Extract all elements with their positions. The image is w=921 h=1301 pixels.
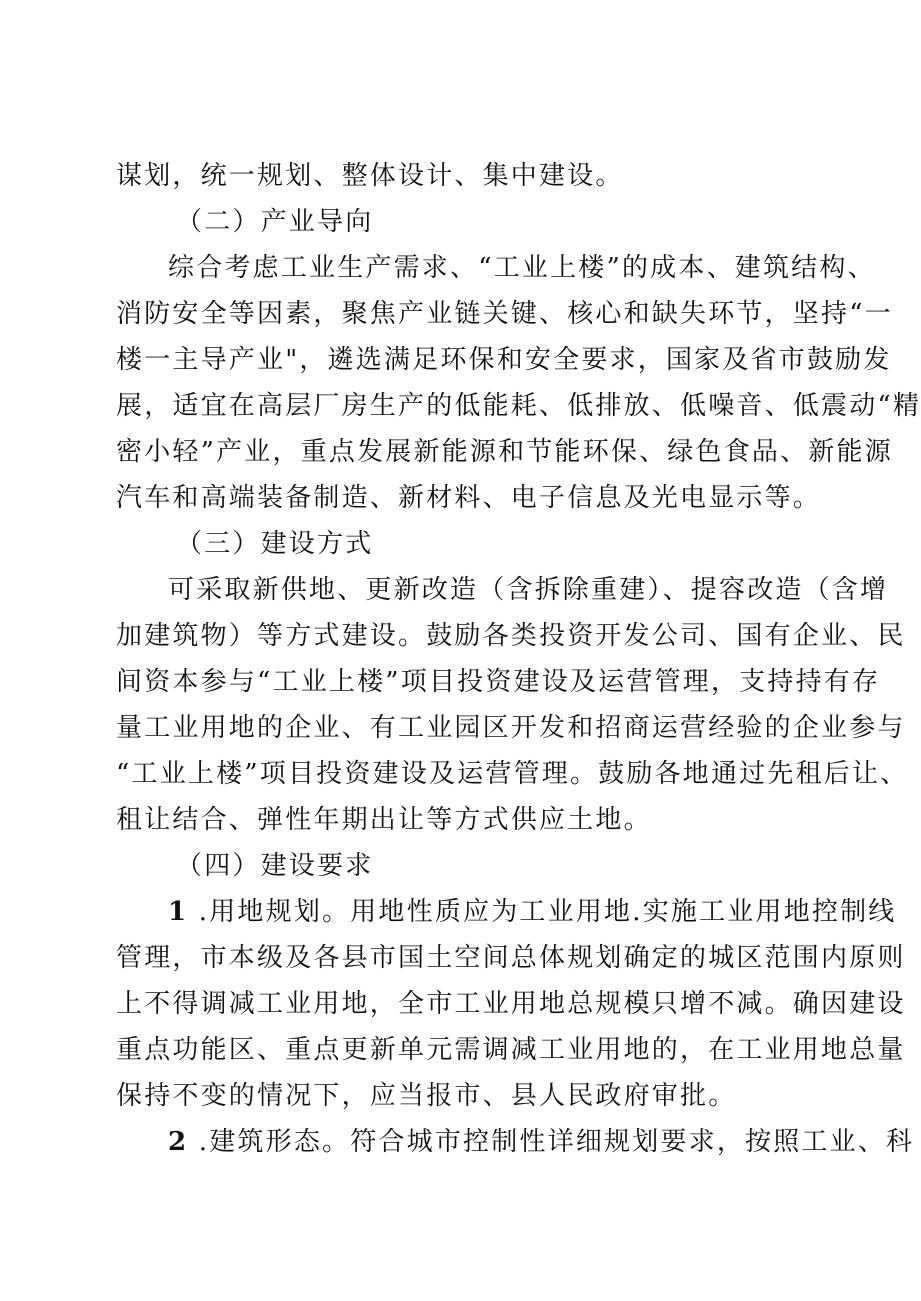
paragraph-line: 汽车和高端装备制造、新材料、电子信息及光电显示等。 xyxy=(116,483,822,513)
section-heading-construction-method: （三）建设方式 xyxy=(176,529,374,559)
paragraph-line: 重点功能区、重点更新单元需调减工业用地的，在工业用地总量 xyxy=(116,1035,906,1065)
paragraph-line: 加建筑物）等方式建设。鼓励各类投资开发公司、国有企业、民 xyxy=(116,621,906,651)
paragraph-line: 楼一主导产业"，遴选满足环保和安全要求，国家及省市鼓励发 xyxy=(116,345,892,375)
list-number: 2 xyxy=(168,1127,189,1157)
paragraph-line: 保持不变的情况下，应当报市、县人民政府审批。 xyxy=(116,1081,737,1111)
paragraph-text: 建筑形态。符合城市控制性详细规划要求，按照工业、科 xyxy=(209,1127,915,1157)
paragraph-line: 上不得调减工业用地，全市工业用地总规模只增不减。确因建设 xyxy=(116,989,906,1019)
numbered-item-land-planning: 1 .用地规划。用地性质应为工业用地.实施工业用地控制线 xyxy=(168,897,897,927)
paragraph-line: 谋划，统一规划、整体设计、集中建设。 xyxy=(116,161,624,191)
paragraph-line: 综合考虑工业生产需求、“工业上楼”的成本、建筑结构、 xyxy=(168,253,876,283)
numbered-item-building-form: 2 .建筑形态。符合城市控制性详细规划要求，按照工业、科 xyxy=(168,1127,915,1157)
paragraph-line: “工业上楼”项目投资建设及运营管理。鼓励各地通过先租后让、 xyxy=(116,759,909,789)
paragraph-line: 间资本参与“工业上楼”项目投资建设及运营管理，支持持有存 xyxy=(116,667,881,697)
section-heading-construction-requirements: （四）建设要求 xyxy=(176,851,374,881)
paragraph-line: 租让结合、弹性年期出让等方式供应土地。 xyxy=(116,805,652,835)
paragraph-line: 消防安全等因素，聚焦产业链关键、核心和缺失环节，坚持“一 xyxy=(116,299,893,329)
paragraph-text: 用地规划。用地性质应为工业用地.实施工业用地控制线 xyxy=(209,897,897,927)
paragraph-line: 密小轻”产业，重点发展新能源和节能环保、绿色食品、新能源 xyxy=(116,437,893,467)
paragraph-line: 管理，市本级及各县市国土空间总体规划确定的城区范围内原则 xyxy=(116,943,906,973)
paragraph-line: 可采取新供地、更新改造（含拆除重建）、提容改造（含增 xyxy=(168,575,889,605)
section-heading-industry-orientation: （二）产业导向 xyxy=(176,207,374,237)
list-number: 1 xyxy=(168,897,189,927)
paragraph-line: 展，适宜在高层厂房生产的低能耗、低排放、低噪音、低震动“精 xyxy=(116,391,921,421)
paragraph-line: 量工业用地的企业、有工业园区开发和招商运营经验的企业参与 xyxy=(116,713,906,743)
